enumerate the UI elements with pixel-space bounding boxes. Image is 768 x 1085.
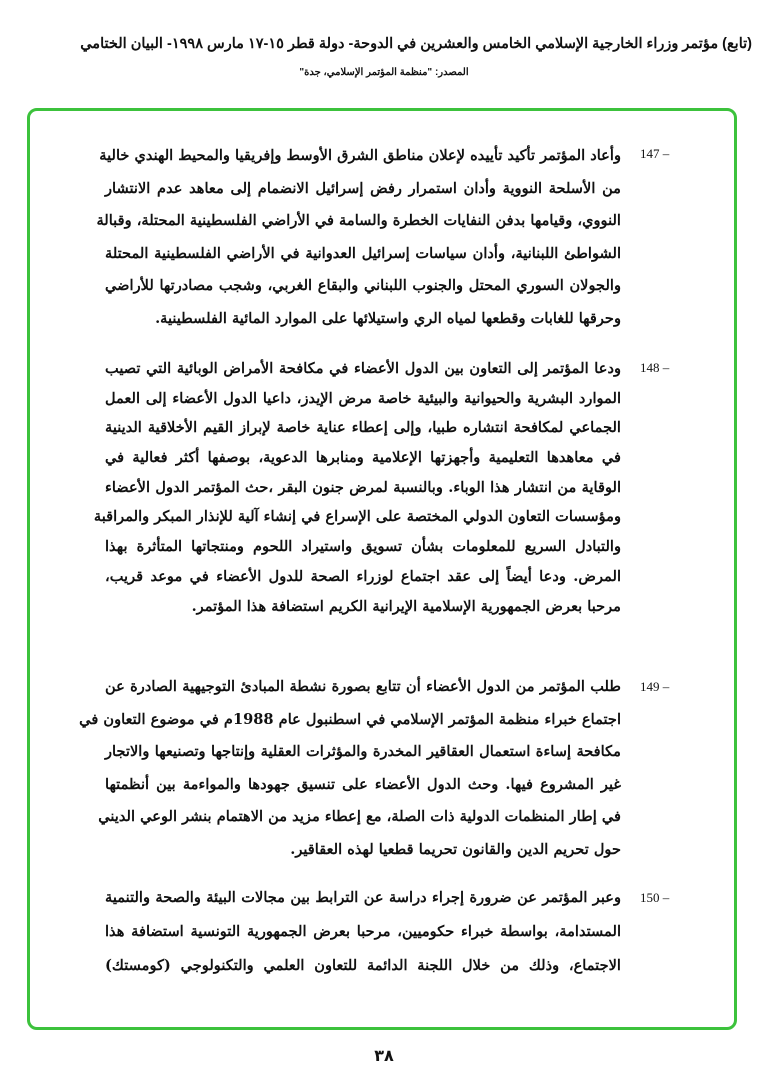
text-line: اجتماع خبراء منظمة المؤتمر الإسلامي في اسطنبول عام 1988م في موضوع التعاون في: [79, 710, 621, 728]
paragraph-148: [93, 354, 621, 621]
text-line: في إطار المنظمات الدولية ذات الصلة، مع إعطاء مزيد من الاهتمام بنشر الوعي الديني: [98, 808, 621, 826]
paragraph-150: [105, 881, 621, 983]
paragraph-147: [96, 140, 621, 336]
paragraph-number: 150 –: [640, 890, 670, 905]
text-line: والتبادل السريع للمعلومات بشأن تسويق واستيراد اللحوم ومنتجاتها المتأثرة بهذا: [105, 538, 621, 556]
text-line: غير المشروع فيها. وحث الدول الأعضاء على تنسيق جهودها والمواءمة بين أنظمتها: [105, 775, 621, 793]
text-line: من الأسلحة النووية وأدان استمرار رفض إسرائيل الانضمام إلى معاهد عدم الانتشار: [105, 179, 621, 197]
text-line: المستدامة، بواسطة خبراء حكوميين، مرحبا بعرض الجمهورية التونسية استضافة هذا: [105, 923, 621, 940]
page-number: ٣٨: [374, 1046, 394, 1065]
text-line: وأعاد المؤتمر تأكيد تأييده لإعلان مناطق الشرق الأوسط وإفريقيا والمحيط الهندي خالية: [99, 147, 621, 164]
text-line: ودعا المؤتمر إلى التعاون بين الدول الأعضاء في مكافحة الأمراض الوبائية التي تصيب: [105, 360, 621, 377]
text-line: والجولان السوري المحتل والجنوب اللبناني والبقاع الغربي، وشجب مصادرتها للأراضي: [105, 277, 621, 295]
text-line: الجماعي لمكافحة انتشاره طبيا، وإلى إعطاء عناية خاصة لإبراز القيم الأخلاقية الدينية: [105, 419, 621, 437]
source-line: المصدر: "منظمة المؤتمر الإسلامي، جدة": [299, 67, 469, 78]
text-line: في معاهدها التعليمية وأجهزتها الإعلامية ومنابرها الدعوية، بوصفها أكثر فعالية في: [105, 449, 621, 467]
text-line: طلب المؤتمر من الدول الأعضاء أن تتابع بصورة نشطة المبادئ التوجيهية الصادرة عن: [105, 678, 621, 695]
text-line: وحرقها للغابات وقطعها لمياه الري واستيلائها على الموارد المائية الفلسطينية.: [155, 309, 621, 327]
text-line: مرحبا بعرض الجمهورية الإسلامية الإيرانية الكريم استضافة هذا المؤتمر.: [191, 597, 621, 615]
document-title: (تابع) مؤتمر وزراء الخارجية الإسلامي الخامس والعشرين في الدوحة- دولة قطر ١٥-١٧ مارس ١٩٩٨- البيان الختامي: [80, 36, 752, 52]
text-line: حول تحريم الدين والقانون تحريما قطعيا لهذه العقاقير.: [290, 840, 621, 858]
text-line: ومؤسسات التعاون الدولي المختصة على الإسراع في إنشاء آلية للإنذار المبكر والمراقبة: [93, 508, 621, 526]
paragraph-number: 147 –: [640, 146, 670, 161]
text-line: مكافحة إساءة استعمال العقاقير المخدرة والمؤثرات العقلية وإنتاجها وتصنيعها والاتجار: [105, 743, 621, 761]
text-line: النووي، وقيامها بدفن النفايات الخطرة والسامة في الأراضي الفلسطينية المحتلة، وقبالة: [96, 212, 621, 230]
text-line: المرض. ودعا أيضاً إلى عقد اجتماع لوزراء الصحة للدول الأعضاء في موعد قريب،: [105, 567, 621, 585]
text-line: الموارد البشرية والحيوانية والبيئية خاصة مرض الإيدز، داعيا الدول الأعضاء إلى العمل: [105, 389, 621, 407]
text-line: وعبر المؤتمر عن ضرورة إجراء دراسة عن الترابط بين مجالات البيئة والصحة والتنمية: [105, 889, 621, 906]
paragraph-number: 149 –: [640, 679, 670, 694]
text-line: الشواطئ اللبنانية، وأدان سياسات إسرائيل العدوانية في الأراضي الفلسطينية المحتلة: [105, 244, 621, 262]
text-line: الاجتماع، وذلك من خلال اللجنة الدائمة للتعاون العلمي والتكنولوجي (كومستك): [105, 957, 621, 974]
text-line: الوقاية من انتشار هذا الوباء. وبالنسبة لمرض جنون البقر ،حث المؤتمر الدول الأعضاء: [105, 478, 621, 496]
paragraph-number: 148 –: [640, 360, 670, 375]
paragraph-149: [79, 671, 621, 867]
